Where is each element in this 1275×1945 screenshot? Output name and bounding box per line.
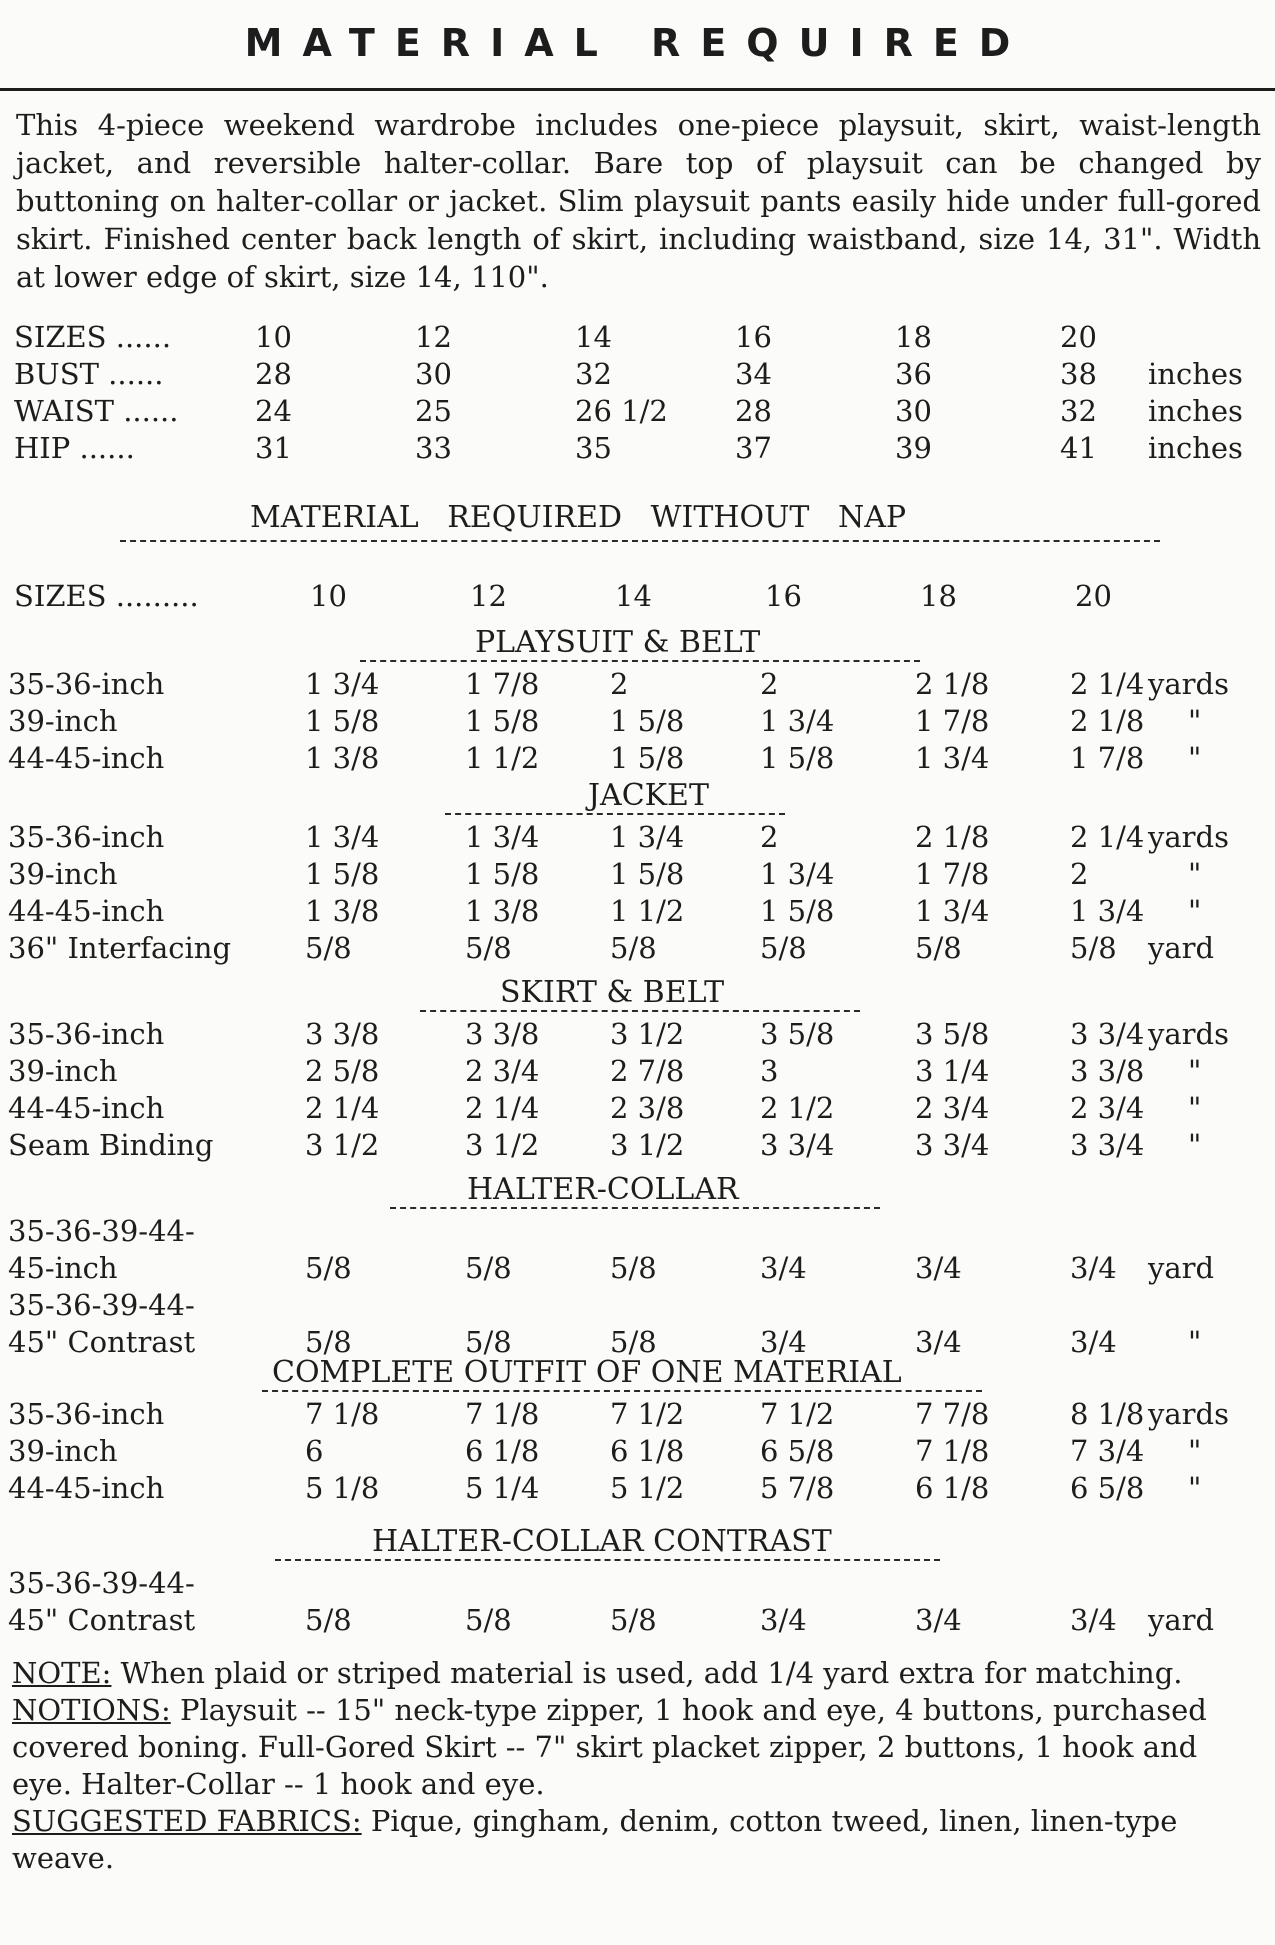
yardage-value: 2 1/8 <box>915 820 990 854</box>
measurement-value: 18 <box>895 320 932 354</box>
yardage-unit: " <box>1188 894 1202 928</box>
yardage-value: 1 5/8 <box>465 704 540 738</box>
note-label: NOTE: <box>12 1656 112 1690</box>
measurement-label: WAIST ...... <box>14 394 179 428</box>
fabric-width-label: 45" Contrast <box>8 1325 196 1359</box>
note-text: When plaid or striped material is used, add 1/4 yard extra for matching. <box>111 1656 1183 1690</box>
yardage-value: 1 3/4 <box>915 741 990 775</box>
measurement-row <box>0 429 1275 467</box>
yardage-value: 1 3/4 <box>915 894 990 928</box>
yardage-value: 2 3/4 <box>1070 1091 1145 1125</box>
measurement-row <box>0 392 1275 430</box>
yardage-unit: " <box>1188 1325 1202 1359</box>
measurement-value: 28 <box>255 357 292 391</box>
intro-paragraph: This 4-piece weekend wardrobe includes one-piece playsuit, skirt, waist-length jacket, and reversible halter-collar. Bare top of playsuit can be changed by buttoning on halter-collar or jacket. Slim playsuit pants easily hide under full-gored skirt. Finished center back length of skirt, including waistband, size 14, 31". Width at lower edge of skirt, size 14, 110". <box>16 108 1261 294</box>
yardage-value: 3 3/8 <box>465 1017 540 1051</box>
yardage-value: 1 5/8 <box>760 894 835 928</box>
measurement-label: SIZES ...... <box>14 320 172 354</box>
section-underline <box>360 660 920 662</box>
note-text: Pique, gingham, denim, cotton tweed, linen, linen-type weave. <box>12 1804 1178 1875</box>
yardage-value: 3/4 <box>760 1251 807 1285</box>
yardage-value: 6 1/8 <box>915 1471 990 1505</box>
yardage-row <box>0 1053 1275 1089</box>
page-title: MATERIAL REQUIRED <box>244 21 1031 65</box>
yardage-row <box>0 666 1275 702</box>
note-label: SUGGESTED FABRICS: <box>12 1804 362 1838</box>
yardage-value: 3 5/8 <box>760 1017 835 1051</box>
fabric-width-label: 45-inch <box>8 1251 118 1285</box>
yardage-value: 2 3/4 <box>465 1054 540 1088</box>
yardage-value: 2 1/8 <box>915 667 990 701</box>
yardage-value: 5/8 <box>465 1603 512 1637</box>
yardage-value: 5 1/8 <box>305 1471 380 1505</box>
yardage-value: 6 5/8 <box>760 1434 835 1468</box>
yardage-value: 1 1/2 <box>610 894 685 928</box>
measurement-value: 30 <box>415 357 452 391</box>
yardage-value: 3/4 <box>915 1603 962 1637</box>
yardage-value: 1 7/8 <box>465 667 540 701</box>
yardage-value: 2 1/8 <box>1070 704 1145 738</box>
yardage-value: 6 1/8 <box>465 1434 540 1468</box>
yardage-value: 1 3/4 <box>610 820 685 854</box>
yardage-value: 1 5/8 <box>760 741 835 775</box>
section-underline <box>390 1207 880 1209</box>
yardage-value: 1 3/4 <box>305 820 380 854</box>
measurement-value: 10 <box>255 320 292 354</box>
yardage-value: 2 1/4 <box>465 1091 540 1125</box>
fabric-width-label: 35-36-39-44- <box>8 1214 195 1248</box>
measurement-unit: inches <box>1148 357 1243 391</box>
yardage-value: 2 <box>610 667 629 701</box>
yardage-unit: " <box>1188 741 1202 775</box>
yardage-value: 3 3/4 <box>1070 1017 1145 1051</box>
yardage-row <box>0 1213 1275 1249</box>
notes-block <box>12 1655 1262 1877</box>
yardage-unit: yard <box>1148 1251 1215 1285</box>
section-title: SKIRT & BELT <box>500 975 725 1010</box>
measurement-value: 31 <box>255 431 292 465</box>
yardage-value: 7 1/8 <box>305 1397 380 1431</box>
yardage-value: 3 1/2 <box>305 1128 380 1162</box>
yardage-value: 5 1/2 <box>610 1471 685 1505</box>
yardage-value: 8 1/8 <box>1070 1397 1145 1431</box>
yardage-value: 5/8 <box>610 1603 657 1637</box>
size-value: 14 <box>615 579 652 613</box>
yardage-value: 5 1/4 <box>465 1471 540 1505</box>
measurement-value: 12 <box>415 320 452 354</box>
measurement-value: 32 <box>1060 394 1097 428</box>
yardage-value: 5/8 <box>760 931 807 965</box>
note-paragraph <box>12 1692 1262 1803</box>
measurement-value: 28 <box>735 394 772 428</box>
yardage-value: 7 7/8 <box>915 1397 990 1431</box>
yardage-value: 3/4 <box>760 1325 807 1359</box>
fabric-width-label: 35-36-39-44- <box>8 1566 195 1600</box>
yardage-value: 6 5/8 <box>1070 1471 1145 1505</box>
size-value: 20 <box>1075 579 1112 613</box>
measurement-unit: inches <box>1148 394 1243 428</box>
yardage-unit: " <box>1188 1054 1202 1088</box>
yardage-unit: " <box>1188 1434 1202 1468</box>
yardage-value: 7 1/2 <box>760 1397 835 1431</box>
measurement-label: BUST ...... <box>14 357 164 391</box>
yardage-value: 3 3/4 <box>1070 1128 1145 1162</box>
yardage-unit: " <box>1188 1128 1202 1162</box>
section-title: PLAYSUIT & BELT <box>475 625 761 660</box>
yardage-row <box>0 1287 1275 1323</box>
yardage-value: 3/4 <box>1070 1603 1117 1637</box>
yardage-value: 2 1/4 <box>1070 820 1145 854</box>
yardage-row <box>0 1470 1275 1506</box>
measurement-value: 34 <box>735 357 772 391</box>
yardage-value: 3 3/8 <box>1070 1054 1145 1088</box>
measurement-value: 30 <box>895 394 932 428</box>
yardage-value: 7 1/8 <box>465 1397 540 1431</box>
yardage-value: 2 <box>760 820 779 854</box>
yardage-value: 5/8 <box>610 931 657 965</box>
measurement-value: 39 <box>895 431 932 465</box>
yardage-value: 5/8 <box>1070 931 1117 965</box>
fabric-width-label: 44-45-inch <box>8 741 165 775</box>
yardage-value: 6 1/8 <box>610 1434 685 1468</box>
fabric-width-label: 35-36-39-44- <box>8 1288 195 1322</box>
note-text: Playsuit -- 15" neck-type zipper, 1 hook and eye, 4 buttons, purchased covered boning. Full-Gored Skirt -- 7" skirt placket zipper, 2 buttons, 1 hook and eye. Halter-Collar -- 1 hook and eye. <box>12 1693 1207 1801</box>
note-paragraph <box>12 1655 1262 1692</box>
yardage-unit: yards <box>1148 1397 1229 1431</box>
yardage-unit: " <box>1188 704 1202 738</box>
yardage-value: 1 3/4 <box>305 667 380 701</box>
measurement-unit: inches <box>1148 431 1243 465</box>
size-value: 12 <box>470 579 507 613</box>
yardage-value: 1 5/8 <box>465 857 540 891</box>
yardage-value: 1 1/2 <box>465 741 540 775</box>
fabric-width-label: 44-45-inch <box>8 1091 165 1125</box>
yardage-value: 1 5/8 <box>610 741 685 775</box>
section-underline <box>262 1390 982 1392</box>
fabric-width-label: 35-36-inch <box>8 1017 165 1051</box>
yardage-value: 3 3/8 <box>305 1017 380 1051</box>
yardage-value: 1 3/4 <box>465 820 540 854</box>
yardage-value: 1 5/8 <box>610 857 685 891</box>
size-value: 16 <box>765 579 802 613</box>
yardage-unit: yards <box>1148 1017 1229 1051</box>
yardage-value: 5/8 <box>305 931 352 965</box>
yardage-unit: yard <box>1148 931 1215 965</box>
yardage-value: 3 5/8 <box>915 1017 990 1051</box>
yardage-unit: " <box>1188 1091 1202 1125</box>
measurement-value: 25 <box>415 394 452 428</box>
yardage-row <box>0 740 1275 776</box>
fabric-width-label: Seam Binding <box>8 1128 214 1162</box>
yardage-value: 2 3/8 <box>610 1091 685 1125</box>
measurement-value: 24 <box>255 394 292 428</box>
yardage-value: 7 1/8 <box>915 1434 990 1468</box>
measurement-value: 36 <box>895 357 932 391</box>
measurement-label: HIP ...... <box>14 431 135 465</box>
note-paragraph <box>12 1803 1262 1877</box>
measurement-value: 38 <box>1060 357 1097 391</box>
yardage-value: 1 7/8 <box>1070 741 1145 775</box>
yardage-value: 5/8 <box>305 1251 352 1285</box>
yardage-value: 1 3/8 <box>465 894 540 928</box>
section-title: JACKET <box>588 778 709 813</box>
yardage-value: 3 1/2 <box>465 1128 540 1162</box>
yardage-value: 2 1/4 <box>1070 667 1145 701</box>
fabric-width-label: 39-inch <box>8 704 118 738</box>
yardage-value: 1 5/8 <box>610 704 685 738</box>
yardage-row <box>0 1602 1275 1638</box>
yardage-value: 6 <box>305 1434 324 1468</box>
yardage-row <box>0 1016 1275 1052</box>
section-title: HALTER-COLLAR <box>467 1172 739 1207</box>
measurement-value: 20 <box>1060 320 1097 354</box>
yardage-row <box>0 1090 1275 1126</box>
yardage-value: 5 7/8 <box>760 1471 835 1505</box>
size-value: 10 <box>310 579 347 613</box>
yardage-value: 1 3/8 <box>305 894 380 928</box>
fabric-width-label: 35-36-inch <box>8 1397 165 1431</box>
yardage-value: 3/4 <box>1070 1325 1117 1359</box>
yardage-row <box>0 819 1275 855</box>
measurement-value: 14 <box>575 320 612 354</box>
yardage-unit: yard <box>1148 1603 1215 1637</box>
yardage-value: 5/8 <box>465 931 512 965</box>
table-heading-underline <box>120 540 1160 542</box>
yardage-unit: yards <box>1148 667 1229 701</box>
yardage-value: 2 <box>760 667 779 701</box>
yardage-value: 5/8 <box>610 1325 657 1359</box>
yardage-value: 3/4 <box>915 1251 962 1285</box>
yardage-row <box>0 703 1275 739</box>
yardage-row <box>0 1396 1275 1432</box>
fabric-width-label: 35-36-inch <box>8 667 165 701</box>
yardage-value: 5/8 <box>305 1603 352 1637</box>
yardage-value: 7 3/4 <box>1070 1434 1145 1468</box>
section-underline <box>275 1559 940 1561</box>
yardage-row <box>0 930 1275 966</box>
fabric-width-label: 39-inch <box>8 1054 118 1088</box>
title-rule <box>0 88 1275 91</box>
yardage-value: 2 7/8 <box>610 1054 685 1088</box>
fabric-width-label: 44-45-inch <box>8 894 165 928</box>
fabric-width-label: 39-inch <box>8 857 118 891</box>
fabric-width-label: 44-45-inch <box>8 1471 165 1505</box>
yardage-value: 1 3/4 <box>1070 894 1145 928</box>
fabric-width-label: 36" Interfacing <box>8 931 232 965</box>
note-label: NOTIONS: <box>12 1693 171 1727</box>
section-title: COMPLETE OUTFIT OF ONE MATERIAL <box>272 1355 902 1390</box>
section-underline <box>420 1010 860 1012</box>
yardage-value: 3/4 <box>1070 1251 1117 1285</box>
yardage-value: 1 5/8 <box>305 857 380 891</box>
yardage-value: 2 3/4 <box>915 1091 990 1125</box>
yardage-value: 1 3/8 <box>305 741 380 775</box>
yardage-value: 3 3/4 <box>760 1128 835 1162</box>
table-heading: MATERIAL REQUIRED WITHOUT NAP <box>250 500 907 535</box>
yardage-value: 1 7/8 <box>915 704 990 738</box>
yardage-value: 2 1/2 <box>760 1091 835 1125</box>
yardage-value: 5/8 <box>915 931 962 965</box>
measurement-row <box>0 355 1275 393</box>
yardage-row <box>0 893 1275 929</box>
measurement-value: 16 <box>735 320 772 354</box>
yardage-value: 2 1/4 <box>305 1091 380 1125</box>
fabric-width-label: 35-36-inch <box>8 820 165 854</box>
measurement-value: 35 <box>575 431 612 465</box>
yardage-value: 2 5/8 <box>305 1054 380 1088</box>
measurement-value: 41 <box>1060 431 1097 465</box>
yardage-value: 5/8 <box>305 1325 352 1359</box>
yardage-value: 1 7/8 <box>915 857 990 891</box>
yardage-unit: yards <box>1148 820 1229 854</box>
measurement-value: 37 <box>735 431 772 465</box>
measurement-value: 32 <box>575 357 612 391</box>
yardage-row <box>0 1565 1275 1601</box>
yardage-value: 3 1/4 <box>915 1054 990 1088</box>
yardage-value: 3 1/2 <box>610 1017 685 1051</box>
measurement-value: 26 1/2 <box>575 394 668 428</box>
fabric-width-label: 45" Contrast <box>8 1603 196 1637</box>
yardage-value: 2 <box>1070 857 1089 891</box>
yardage-value: 5/8 <box>610 1251 657 1285</box>
section-underline <box>445 813 785 815</box>
fabric-width-label: 39-inch <box>8 1434 118 1468</box>
yardage-row <box>0 856 1275 892</box>
yardage-value: 1 3/4 <box>760 857 835 891</box>
yardage-value: 1 3/4 <box>760 704 835 738</box>
size-value: 18 <box>920 579 957 613</box>
yardage-unit: " <box>1188 1471 1202 1505</box>
measurement-row <box>0 318 1275 356</box>
yardage-value: 5/8 <box>465 1325 512 1359</box>
yardage-value: 3/4 <box>760 1603 807 1637</box>
yardage-value: 7 1/2 <box>610 1397 685 1431</box>
yardage-value: 5/8 <box>465 1251 512 1285</box>
section-title: HALTER-COLLAR CONTRAST <box>372 1524 832 1559</box>
yardage-value: 1 5/8 <box>305 704 380 738</box>
yardage-value: 3 3/4 <box>915 1128 990 1162</box>
yardage-value: 3 1/2 <box>610 1128 685 1162</box>
yardage-value: 3 <box>760 1054 779 1088</box>
yardage-row <box>0 1433 1275 1469</box>
measurement-value: 33 <box>415 431 452 465</box>
yardage-value: 3/4 <box>915 1325 962 1359</box>
yardage-row <box>0 1250 1275 1286</box>
yardage-unit: " <box>1188 857 1202 891</box>
sizes-label: SIZES ......... <box>14 579 199 613</box>
yardage-row <box>0 1127 1275 1163</box>
sizes-row <box>0 578 1275 614</box>
